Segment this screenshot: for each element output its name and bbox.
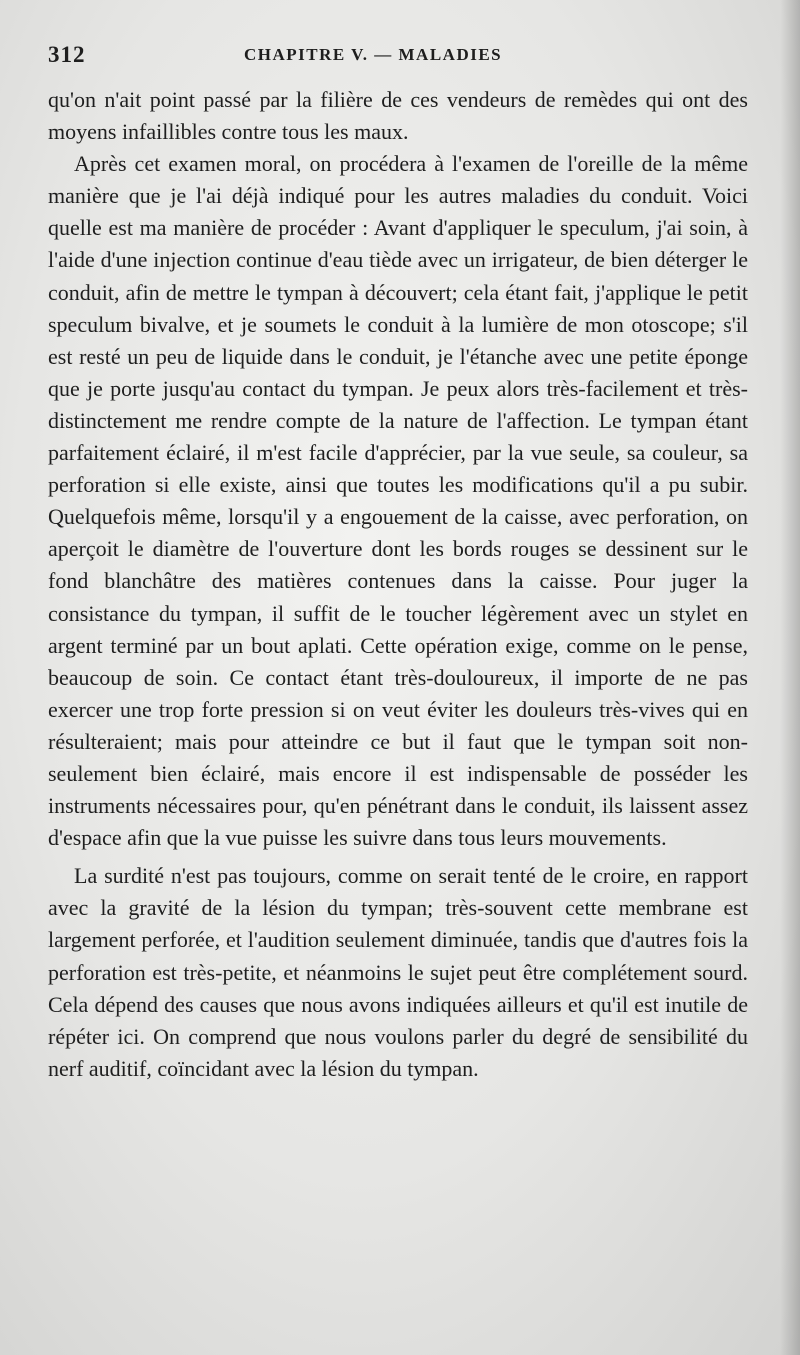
page-edge-shadow: [780, 0, 800, 1355]
paragraph-deafness: La surdité n'est pas toujours, comme on serait tenté de le croire, en rapport avec la gravité de la lésion du tympan; très-souvent cette membrane est largement perforée, et l'audition seulement diminuée, tandis que d'autres fois la perforation est très-petite, et néanmoins le sujet peut être complétement sourd. Cela dépend des causes que nous avons indiquées ailleurs et qu'il est inutile de répéter ici. On comprend que nous voulons parler du degré de sensibilité du nerf auditif, coïncidant avec la lésion du tympan.: [48, 863, 748, 1081]
paragraph-otoscope-examination: Après cet examen moral, on procédera à l'examen de l'oreille de la même manière que je l'ai déjà indiqué pour les autres maladies du conduit. Voici quelle est ma manière de procéder : Avant d'appliquer le speculum, j'ai soin, à l'aide d'une injection continue d'eau tiède avec un irrigateur, de bien déterger le conduit, afin de mettre le tympan à découvert; cela étant fait, j'applique le petit speculum bivalve, et je soumets le conduit à la lumière de mon otoscope; s'il est resté un peu de liquide dans le conduit, je l'étanche avec une petite éponge que je porte jusqu'au contact du tympan. Je peux alors très-facilement et très-distinctement me rendre compte de la nature de l'affection. Le tympan étant parfaitement éclairé, il m'est facile d'apprécier, par la vue seule, sa couleur, sa perforation si elle existe, ainsi que toutes les modifications qu'il a pu subir. Quelquefois même, lorsqu'il y a engouement de la caisse, avec perforation, on aperçoit le diamètre de l'ouverture dont les bords rouges se dessinent sur le fond blanchâtre des matières contenues dans la caisse. Pour juger la consistance du tympan, il suffit de le toucher légèrement avec un stylet en argent terminé par un bout aplati. Cette opération exige, comme on le pense, beaucoup de soin. Ce contact étant très-douloureux, il importe de ne pas exercer une trop forte pression si on veut éviter les douleurs très-vives qui en résulteraient; mais pour atteindre ce but il faut que le tympan soit non-seulement bien éclairé, mais encore il est indispensable de posséder les instruments nécessaires pour, qu'en pénétrant dans le conduit, ils laissent assez d'espace afin que la vue puisse les suivre dans tous leurs mouvements.: [48, 151, 748, 851]
body-text: [48, 84, 748, 1085]
paragraph-continuation: qu'on n'ait point passé par la filière de ces vendeurs de remèdes qui ont des moyens infaillibles contre tous les maux.: [48, 87, 748, 145]
page-header: [48, 42, 772, 72]
running-head: CHAPITRE V. — MALADIES: [244, 45, 503, 64]
page-number: 312: [48, 42, 86, 67]
